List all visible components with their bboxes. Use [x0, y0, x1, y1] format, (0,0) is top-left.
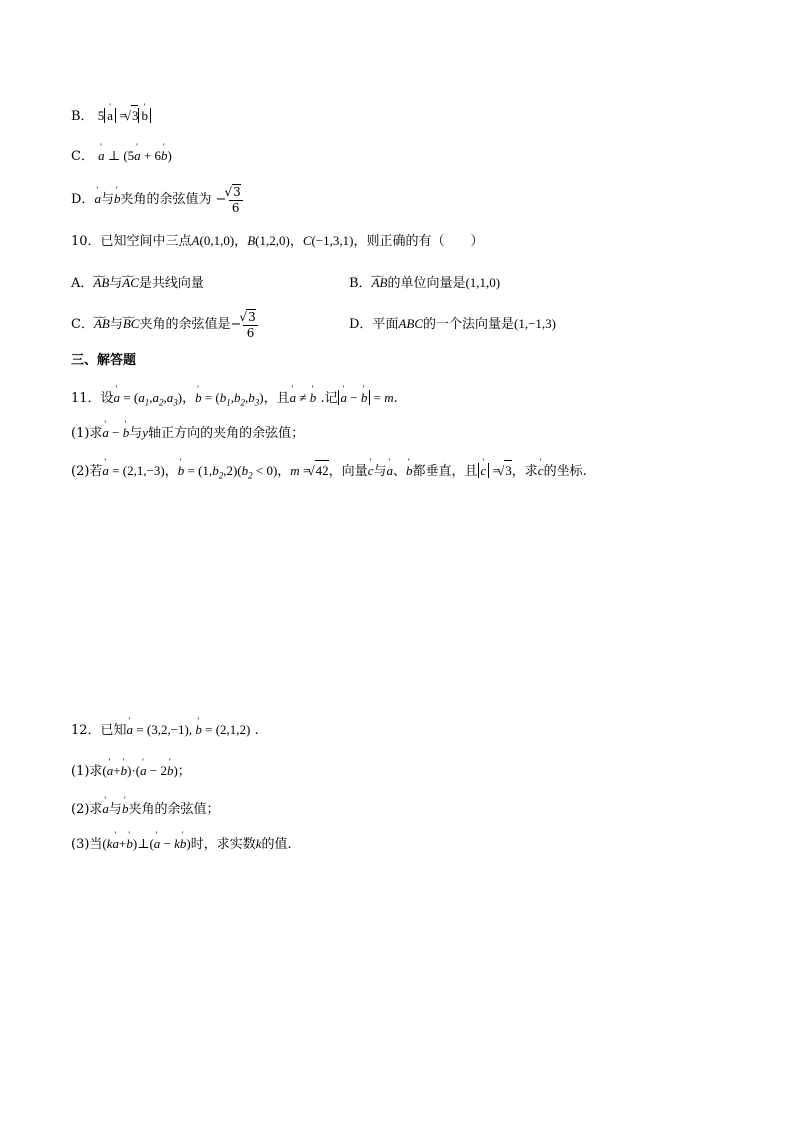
- q10-stem: 10．已知空间中三点A(0,1,0)，B(1,2,0)，C(−1,3,1)，则正确的有（ ）: [71, 233, 484, 249]
- q10-option-b: B．‿‿ AB的单位向量是(1,1,0): [349, 273, 500, 294]
- q11-stem: 11．设' $a = (a_1,a_2,a_3)$，' $b = (b_1,b_2,b_3)$，且' a ≠ ' b .记' a − ' b = m.: [71, 388, 398, 413]
- option-b-expr: 5' a = √ 3' b: [98, 108, 151, 123]
- q12-stem: 12．已知' a = (3,2,−1), ' b = (2,1,2) .: [71, 720, 259, 741]
- q10-option-c-fraction: √ $\frac{3}{6}$: [243, 309, 257, 341]
- option-d-neg: −: [215, 192, 227, 207]
- q11-part2: (2)若' a = (2,1,−3)，' $b = (1,b_2,2)(b_2 < 0)$，m = √ 42，向量' c与' a、' b都垂直，且' c = √ 3，求' c的坐标.: [71, 460, 587, 486]
- option-d-fraction: √ $\frac{3}{6}$: [229, 184, 243, 216]
- option-c-label: C．: [71, 149, 94, 164]
- q10-option-c: C．‿‿ AB与‿‿ BC夹角的余弦值是− √ $\frac{3}{6}$: [71, 307, 260, 342]
- q12-part3: (3)当(k' a+' b)⊥(' a − k' b)时，求实数k的值.: [71, 834, 292, 855]
- option-c: [71, 146, 172, 167]
- q11-part1: (1)求' a − ' b与y轴正方向的夹角的余弦值；: [71, 423, 304, 444]
- q10-option-d: D．平面ABC的一个法向量是(1,−1,3): [349, 316, 557, 332]
- option-b: [71, 105, 151, 127]
- option-c-expr: ' a ⊥ (5' a + 6' b): [98, 148, 172, 163]
- option-d-label: D．: [71, 192, 95, 207]
- q12-part2: (2)求' a与' b夹角的余弦值；: [71, 799, 219, 820]
- q10-option-a: A．‿‿ AB与‿‿ AC是共线向量: [71, 273, 204, 294]
- section-heading: 三、解答题: [71, 353, 137, 368]
- q12-part1: (1)求(' a+' b)·(' a − 2' b)；: [71, 761, 191, 782]
- option-d: D．' a与' b夹角的余弦值为 − √ $\frac{3}{6}$: [71, 182, 245, 217]
- option-b-label: B．: [71, 109, 94, 124]
